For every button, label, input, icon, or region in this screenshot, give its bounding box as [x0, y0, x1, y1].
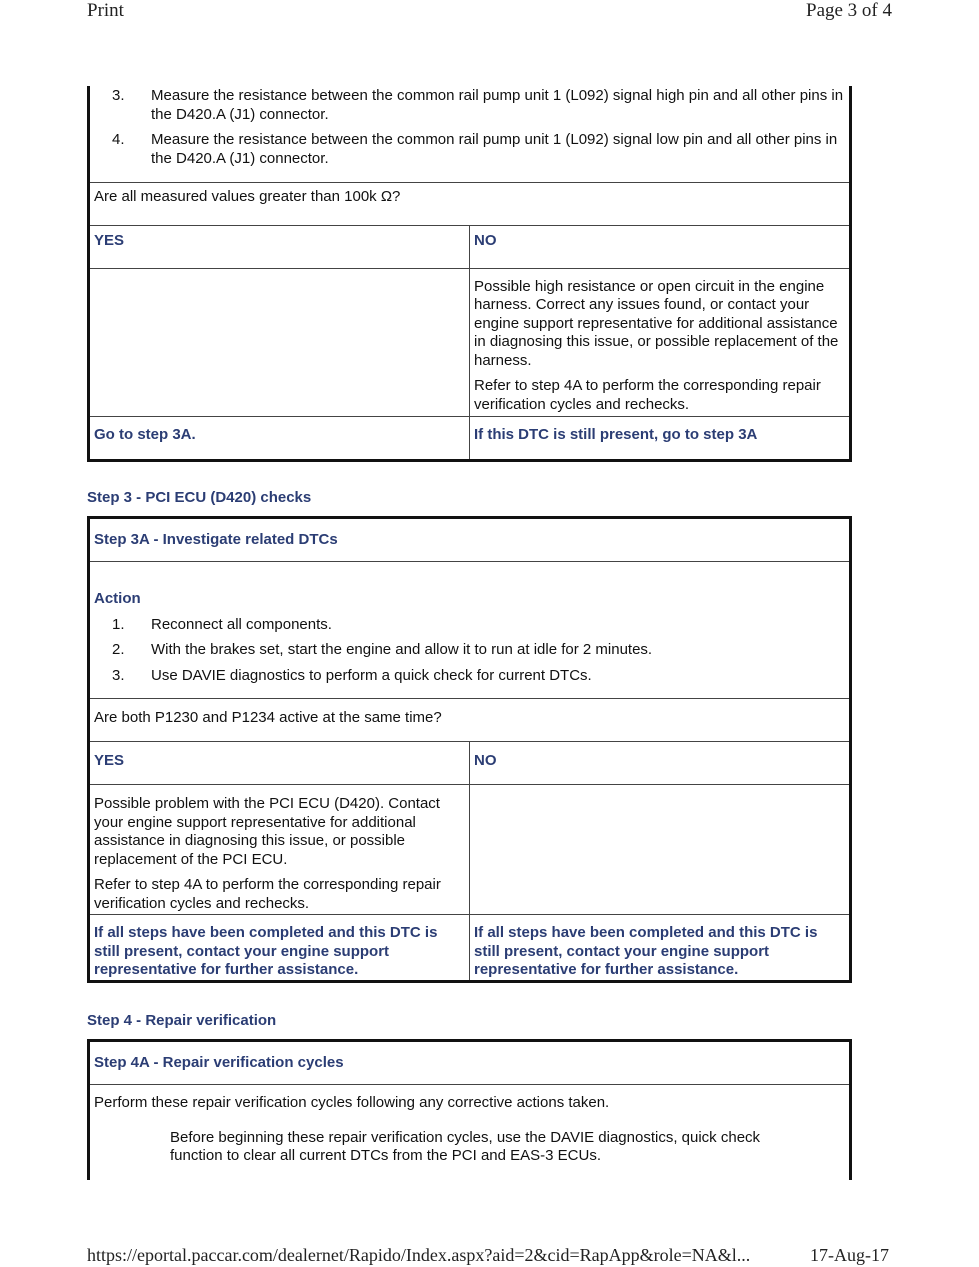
no-goto: If this DTC is still present, go to step 3A [474, 425, 758, 443]
no-final: If all steps have been completed and this DTC is still present, contact your engine support representative for further assistance. [474, 924, 818, 978]
step-4a-intro: Perform these repair verification cycles following any corrective actions taken. [94, 1094, 610, 1111]
yes-result-refer: Refer to step 4A to perform the corresponding repair verification cycles and rechecks. [94, 876, 441, 912]
step-4a-note: Before beginning these repair verification cycles, use the DAVIE diagnostics, quick check function to clear all current DTCs from the PCI and EAS-3 ECUs. [170, 1128, 761, 1164]
step-number: 1. [112, 615, 125, 633]
no-result-refer: Refer to step 4A to perform the corresponding repair verification cycles and rechecks. [474, 377, 821, 413]
yes-header: YES [89, 225, 470, 268]
step-text: Measure the resistance between the common rail pump unit 1 (L092) signal low pin and all other pins in the D420.A (J1) connector. [151, 131, 838, 167]
list-item [94, 131, 847, 168]
no-header: NO [470, 742, 851, 785]
table-step-2-continued [87, 86, 852, 462]
table-step-3a [87, 516, 852, 983]
step-number: 3. [112, 666, 125, 684]
step-text: Reconnect all components. [151, 615, 332, 633]
page-url[interactable]: https://eportal.paccar.com/dealernet/Rapido/Index.aspx?aid=2&cid=RapApp&role=NA&l... [87, 1245, 751, 1265]
yes-final: If all steps have been completed and this DTC is still present, contact your engine support representative for further assistance. [89, 915, 470, 982]
action-label: Action [94, 590, 141, 607]
step-3a-title: Step 3A - Investigate related DTCs [89, 518, 851, 562]
no-header: NO [470, 225, 851, 268]
print-header: Print [87, 0, 124, 21]
table-step-4a [87, 1039, 852, 1180]
question-cell: Are all measured values greater than 100k Ω? [89, 182, 851, 225]
step-number: 4. [112, 131, 125, 148]
step-4a-title: Step 4A - Repair verification cycles [89, 1041, 851, 1085]
list-item [94, 667, 847, 686]
list-item [94, 616, 847, 635]
no-result-cell [470, 268, 851, 416]
print-date: 17-Aug-17 [810, 1245, 889, 1265]
question-cell: Are both P1230 and P1234 active at the same time? [89, 699, 851, 742]
no-result-text: Possible high resistance or open circuit in the engine harness. Correct any issues found, or contact your engine support representative for additional assistance in diagnosing this issue, or possible replacement of the harness. [474, 277, 839, 369]
step-text: Use DAVIE diagnostics to perform a quick check for current DTCs. [151, 666, 592, 684]
yes-goto: Go to step 3A. [89, 416, 470, 460]
step-number: 3. [112, 87, 125, 104]
list-item [94, 641, 847, 660]
yes-header: YES [89, 742, 470, 785]
no-result-cell [470, 785, 851, 915]
list-item [94, 87, 847, 124]
page-number: Page 3 of 4 [806, 0, 893, 21]
yes-result-text: Possible problem with the PCI ECU (D420). Contact your engine support representative for additional assistance in diagnosing this issue, or possible replacement of the PCI ECU. [94, 795, 440, 868]
yes-result-cell [89, 268, 470, 416]
step-text: With the brakes set, start the engine and allow it to run at idle for 2 minutes. [151, 641, 653, 658]
step-text: Measure the resistance between the common rail pump unit 1 (L092) signal high pin and all other pins in the D420.A (J1) connector. [151, 87, 844, 123]
yes-result-cell [89, 785, 470, 915]
step-4-title: Step 4 - Repair verification [87, 1012, 277, 1029]
step-3-title: Step 3 - PCI ECU (D420) checks [87, 489, 312, 506]
step-number: 2. [112, 641, 125, 658]
